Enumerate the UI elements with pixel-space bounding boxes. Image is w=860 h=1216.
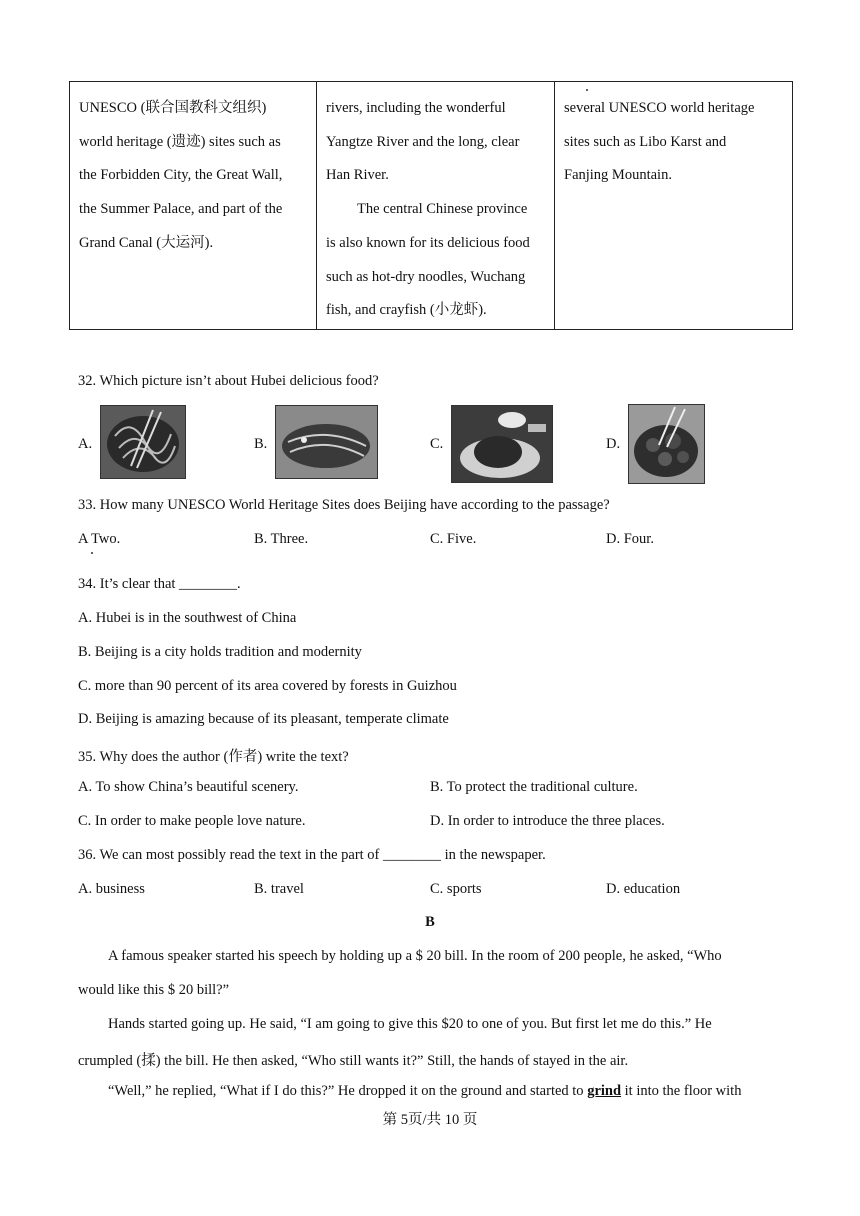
section-heading: B [425,914,435,930]
text-run: “Well,” he replied, “What if I do this?” He dropped it on the ground and started to [108,1083,588,1099]
q33-option-b[interactable]: B. Three. [254,531,309,547]
q34-option-b[interactable]: B. Beijing is a city holds tradition and modernity [78,644,362,660]
cell-line: Grand Canal (大运河). [79,234,214,251]
q32-option-b[interactable]: B. [254,436,268,452]
q36-option-b[interactable]: B. travel [254,881,304,897]
cell-line: such as hot-dry noodles, Wuchang [326,268,526,285]
q36-option-c[interactable]: C. sports [430,881,482,897]
paragraph-line: would like this $ 20 bill?” [78,982,230,998]
q33-option-c[interactable]: C. Five. [430,531,477,547]
cell-line: fish, and crayfish (小龙虾). [326,302,487,319]
crayfish-photo [628,404,705,484]
cell-line: the Summer Palace, and part of the [79,201,283,218]
cell-line: is also known for its delicious food [326,234,530,251]
cell-line: Fanjing Mountain. [564,167,672,184]
q35-option-a[interactable]: A. To show China’s beautiful scenery. [78,779,299,795]
passage-table [69,81,793,330]
table-cell-beijing [70,82,317,330]
noodles-photo [100,405,186,479]
text-run: it into the floor with [621,1083,742,1099]
q34-option-a[interactable]: A. Hubei is in the southwest of China [78,610,297,626]
meat-dish-photo [451,405,553,483]
cell-line: Han River. [326,167,389,184]
q32-option-c[interactable]: C. [430,436,444,452]
paragraph-line [108,1083,741,1100]
fish-photo [275,405,378,479]
stray-dot [91,552,93,554]
question-35: 35. Why does the author (作者) write the text? [78,749,349,765]
paragraph-line: Hands started going up. He said, “I am going to give this $20 to one of you. But first let me do this.” He [108,1016,712,1032]
cell-line: sites such as Libo Karst and [564,133,727,150]
paragraph-line: crumpled (揉) the bill. He then asked, “Who still wants it?” Still, the hands of stayed in the air. [78,1053,629,1069]
paragraph-line: A famous speaker started his speech by holding up a $ 20 bill. In the room of 200 people, he asked, “Who [108,948,722,964]
q35-option-c[interactable]: C. In order to make people love nature. [78,813,306,829]
q34-option-c[interactable]: C. more than 90 percent of its area covered by forests in Guizhou [78,678,457,694]
q34-option-d[interactable]: D. Beijing is amazing because of its pleasant, temperate climate [78,711,449,727]
question-32: 32. Which picture isn’t about Hubei delicious food? [78,373,379,389]
question-33: 33. How many UNESCO World Heritage Sites does Beijing have according to the passage? [78,497,610,513]
cell-line: The central Chinese province [357,201,528,218]
table-cell-hubei [317,82,555,330]
page-footer: 第 5页/共 10 页 [382,1112,478,1128]
question-34: 34. It’s clear that ________. [78,576,241,592]
question-36: 36. We can most possibly read the text in the part of ________ in the newspaper. [78,847,546,863]
cell-line: Yangtze River and the long, clear [326,133,520,150]
cell-line: the Forbidden City, the Great Wall, [79,167,283,184]
q32-option-d[interactable]: D. [606,436,621,452]
q36-option-d[interactable]: D. education [606,881,681,897]
cell-line: world heritage (遗迹) sites such as [79,133,281,150]
cell-line: rivers, including the wonderful [326,100,506,116]
q32-option-a[interactable]: A. [78,436,93,452]
table-cell-guizhou [555,82,793,330]
q35-option-b[interactable]: B. To protect the traditional culture. [430,779,638,795]
q35-option-d[interactable]: D. In order to introduce the three places. [430,813,665,829]
keyword-grind: grind [587,1083,622,1099]
q33-option-d[interactable]: D. Four. [606,531,654,547]
cell-line: several UNESCO world heritage [564,100,755,116]
q33-option-a[interactable]: A Two. [78,531,121,547]
q36-option-a[interactable]: A. business [78,881,145,897]
cell-line: UNESCO (联合国教科文组织) [79,100,267,116]
